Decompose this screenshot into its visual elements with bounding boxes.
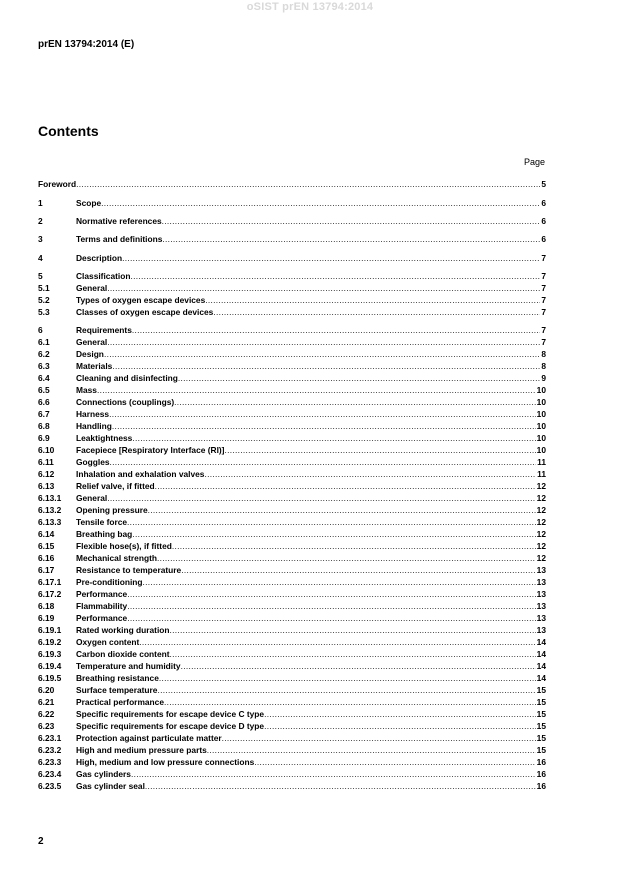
toc-entry-number: 6.18 [38, 601, 55, 611]
toc-entry[interactable] [38, 732, 546, 744]
toc-entry[interactable] [38, 660, 546, 672]
toc-entry-page: 10 [536, 397, 546, 407]
toc-entry-number: 6.13 [38, 481, 55, 491]
toc-entry-page: 12 [536, 541, 546, 551]
toc-entry-number: 5.1 [38, 283, 50, 293]
toc-entry[interactable] [38, 528, 546, 540]
toc-entry-number: 2 [38, 216, 43, 226]
toc-entry[interactable] [38, 336, 546, 348]
toc-entry[interactable] [38, 348, 546, 360]
toc-entry-page: 10 [536, 433, 546, 443]
toc-entry-page: 7 [541, 271, 546, 281]
toc-entry[interactable] [38, 636, 546, 648]
toc-entry[interactable] [38, 480, 546, 492]
toc-entry-page: 7 [541, 253, 546, 263]
toc-dot-leader [170, 648, 536, 660]
toc-entry-number: 6.2 [38, 349, 50, 359]
toc-entry-title: General [76, 283, 108, 293]
toc-entry-title: Harness [76, 409, 110, 419]
toc-dot-leader [101, 197, 540, 209]
toc-entry-page: 7 [541, 295, 546, 305]
toc-entry-page: 14 [536, 661, 546, 671]
toc-entry-page: 14 [536, 649, 546, 659]
toc-entry-page: 13 [536, 625, 546, 635]
toc-dot-leader [207, 744, 536, 756]
toc-entry-number: 6.8 [38, 421, 50, 431]
toc-dot-leader [162, 233, 540, 245]
toc-entry-title: Normative references [76, 216, 162, 226]
toc-entry-number: 6.14 [38, 529, 55, 539]
toc-entry[interactable] [38, 504, 546, 516]
toc-entry[interactable] [38, 708, 546, 720]
toc-entry-title: Flexible hose(s), if fitted [76, 541, 172, 551]
toc-entry-page: 12 [536, 493, 546, 503]
toc-entry-number: 6.11 [38, 457, 54, 467]
toc-entry[interactable] [38, 420, 546, 432]
toc-entry[interactable] [38, 233, 546, 245]
toc-entry-page: 7 [541, 283, 546, 293]
toc-dot-leader [97, 384, 536, 396]
watermark: oSIST prEN 13794:2014 [246, 1, 374, 13]
toc-entry-title: Practical performance [76, 697, 164, 707]
toc-dot-leader [127, 588, 535, 600]
toc-entry-title: High, medium and low pressure connections [76, 757, 255, 767]
toc-entry-number: 4 [38, 253, 43, 263]
toc-dot-leader [181, 660, 536, 672]
toc-entry-number: 6.17 [38, 565, 55, 575]
toc-entry-title: Pre-conditioning [76, 577, 143, 587]
toc-entry[interactable] [38, 684, 546, 696]
toc-entry-title: Requirements [76, 325, 132, 335]
toc-entry-page: 15 [536, 745, 546, 755]
toc-entry-title: Inhalation and exhalation valves [76, 469, 205, 479]
toc-dot-leader [112, 360, 540, 372]
toc-dot-leader [131, 768, 536, 780]
toc-entry[interactable] [38, 178, 546, 190]
toc-entry-number: 6.5 [38, 385, 50, 395]
toc-entry[interactable] [38, 780, 546, 792]
toc-entry-title: Mass [76, 385, 97, 395]
toc-entry[interactable] [38, 696, 546, 708]
toc-dot-leader [181, 564, 535, 576]
toc-entry-page: 5 [541, 179, 546, 189]
toc-entry[interactable] [38, 468, 546, 480]
contents-heading: Contents [38, 123, 99, 139]
toc-entry-number: 6.23.1 [38, 733, 62, 743]
toc-entry-title: Oxygen content [76, 637, 140, 647]
toc-entry-title: Resistance to temperature [76, 565, 182, 575]
toc-entry[interactable] [38, 576, 546, 588]
toc-entry-number: 5 [38, 271, 43, 281]
toc-entry-page: 6 [541, 198, 546, 208]
toc-entry-page: 15 [536, 709, 546, 719]
toc-entry-number: 6.23.3 [38, 757, 62, 767]
toc-dot-leader [104, 348, 540, 360]
toc-entry-title: Gas cylinders [76, 769, 131, 779]
toc-entry-page: 7 [541, 337, 546, 347]
toc-entry-number: 6.15 [38, 541, 55, 551]
toc-entry-title: Handling [76, 421, 112, 431]
toc-entry-title: Materials [76, 361, 113, 371]
toc-entry-number: 6.16 [38, 553, 55, 563]
toc-entry-number: 6.4 [38, 373, 50, 383]
toc-dot-leader [157, 552, 536, 564]
toc-entry-page: 11 [537, 469, 546, 479]
toc-dot-leader [172, 540, 536, 552]
toc-entry[interactable] [38, 372, 546, 384]
toc-entry[interactable] [38, 756, 546, 768]
toc-entry-title: Specific requirements for escape device D type [76, 721, 265, 731]
toc-entry[interactable] [38, 408, 546, 420]
toc-entry[interactable] [38, 672, 546, 684]
toc-entry-page: 13 [536, 613, 546, 623]
toc-dot-leader [148, 504, 536, 516]
toc-entry[interactable] [38, 360, 546, 372]
toc-entry-page: 8 [541, 349, 546, 359]
toc-entry-number: 6.7 [38, 409, 50, 419]
toc-dot-leader [107, 336, 540, 348]
toc-dot-leader [110, 456, 537, 468]
toc-entry-title: Classes of oxygen escape devices [76, 307, 214, 317]
toc-entry-number: 6 [38, 325, 43, 335]
toc-entry-title: Types of oxygen escape devices [76, 295, 206, 305]
toc-entry-title: Carbon dioxide content [76, 649, 170, 659]
toc-entry-title: Design [76, 349, 104, 359]
toc-entry[interactable] [38, 294, 546, 306]
toc-entry-title: Protection against particulate matter [76, 733, 222, 743]
toc-entry-title: Gas cylinder seal [76, 781, 145, 791]
toc-entry[interactable] [38, 564, 546, 576]
toc-entry-page: 10 [536, 409, 546, 419]
toc-entry-title: Opening pressure [76, 505, 148, 515]
toc-entry-page: 10 [536, 445, 546, 455]
toc-dot-leader [122, 252, 540, 264]
toc-entry-page: 6 [541, 234, 546, 244]
toc-entry-title: Facepiece [Respiratory Interface (RI)] [76, 445, 225, 455]
toc-entry-page: 15 [536, 697, 546, 707]
toc-entry-page: 13 [536, 577, 546, 587]
toc-entry-title: Performance [76, 613, 128, 623]
toc-entry[interactable] [38, 384, 546, 396]
toc-entry-page: 16 [536, 757, 546, 767]
toc-entry[interactable] [38, 516, 546, 528]
toc-entry-page: 15 [536, 721, 546, 731]
toc-entry-title: Breathing resistance [76, 673, 159, 683]
toc-dot-leader [222, 732, 536, 744]
toc-dot-leader [213, 306, 540, 318]
toc-entry[interactable] [38, 612, 546, 624]
toc-entry[interactable] [38, 197, 546, 209]
document-id: prEN 13794:2014 (E) [38, 39, 135, 50]
toc-entry-page: 7 [541, 307, 546, 317]
toc-dot-leader [132, 528, 535, 540]
toc-entry-title: General [76, 337, 108, 347]
toc-entry[interactable] [38, 324, 546, 336]
toc-entry-number: 6.19 [38, 613, 55, 623]
toc-entry-number: 6.23.2 [38, 745, 62, 755]
page-number: 2 [38, 836, 44, 847]
toc-dot-leader [159, 672, 536, 684]
toc-dot-leader [170, 624, 536, 636]
toc-dot-leader [127, 612, 535, 624]
toc-entry[interactable] [38, 492, 546, 504]
toc-entry-title: Description [76, 253, 123, 263]
toc-entry-number: 6.17.2 [38, 589, 62, 599]
toc-dot-leader [127, 600, 535, 612]
toc-entry-number: 6.23 [38, 721, 55, 731]
toc-entry-number: 6.19.5 [38, 673, 62, 683]
toc-entry-number: 6.17.1 [38, 577, 62, 587]
toc-dot-leader [112, 420, 536, 432]
toc-entry-number: 6.13.3 [38, 517, 62, 527]
toc-entry-title: Tensile force [76, 517, 128, 527]
toc-entry[interactable] [38, 588, 546, 600]
toc-entry-number: 5.3 [38, 307, 50, 317]
toc-entry-title: General [76, 493, 108, 503]
toc-entry-title: Goggles [76, 457, 110, 467]
toc-entry-title: High and medium pressure parts [76, 745, 207, 755]
toc-entry-title: Foreword [38, 179, 77, 189]
toc-entry[interactable] [38, 456, 546, 468]
toc-entry-page: 6 [541, 216, 546, 226]
toc-dot-leader [109, 408, 536, 420]
toc-dot-leader [164, 696, 536, 708]
toc-entry-title: Connections (couplings) [76, 397, 175, 407]
toc-entry[interactable] [38, 648, 546, 660]
toc-entry-page: 12 [536, 481, 546, 491]
toc-entry-title: Specific requirements for escape device C type [76, 709, 265, 719]
toc-entry-title: Relief valve, if fitted [76, 481, 155, 491]
toc-dot-leader [132, 432, 535, 444]
toc-entry-number: 6.20 [38, 685, 55, 695]
toc-entry-page: 16 [536, 781, 546, 791]
toc-entry-page: 8 [541, 361, 546, 371]
toc-entry-number: 6.13.2 [38, 505, 62, 515]
toc-entry[interactable] [38, 215, 546, 227]
toc-entry[interactable] [38, 432, 546, 444]
toc-dot-leader [205, 294, 540, 306]
toc-entry-title: Performance [76, 589, 128, 599]
toc-entry[interactable] [38, 396, 546, 408]
toc-entry-page: 7 [541, 325, 546, 335]
toc-entry-title: Classification [76, 271, 131, 281]
toc-dot-leader [162, 215, 541, 227]
toc-dot-leader [145, 780, 536, 792]
toc-dot-leader [143, 576, 536, 588]
toc-entry[interactable] [38, 600, 546, 612]
toc-entry[interactable] [38, 552, 546, 564]
toc-entry-page: 15 [536, 733, 546, 743]
toc-dot-leader [132, 324, 540, 336]
toc-entry-page: 16 [536, 769, 546, 779]
toc-entry-page: 12 [536, 529, 546, 539]
toc-entry-number: 6.19.1 [38, 625, 62, 635]
toc-dot-leader [174, 396, 536, 408]
toc-dot-leader [157, 684, 535, 696]
toc-entry-page: 14 [536, 673, 546, 683]
toc-entry-number: 1 [38, 198, 43, 208]
toc-entry-number: 6.10 [38, 445, 55, 455]
toc-entry-title: Rated working duration [76, 625, 170, 635]
toc-entry-number: 6.19.4 [38, 661, 62, 671]
toc-entry-page: 12 [536, 517, 546, 527]
toc-dot-leader [264, 708, 536, 720]
toc-dot-leader [204, 468, 536, 480]
toc-entry-page: 12 [536, 505, 546, 515]
toc-entry-number: 3 [38, 234, 43, 244]
toc-entry-page: 9 [541, 373, 546, 383]
toc-entry[interactable] [38, 624, 546, 636]
toc-entry-title: Mechanical strength [76, 553, 157, 563]
toc-entry-page: 11 [537, 457, 546, 467]
toc-dot-leader [254, 756, 535, 768]
toc-entry-page: 10 [536, 385, 546, 395]
toc-entry-number: 6.22 [38, 709, 55, 719]
toc-entry-page: 14 [536, 637, 546, 647]
toc-dot-leader [155, 480, 536, 492]
toc-dot-leader [107, 492, 535, 504]
toc-entry[interactable] [38, 720, 546, 732]
toc-entry-number: 6.6 [38, 397, 50, 407]
toc-entry[interactable] [38, 270, 546, 282]
toc-entry-number: 6.21 [38, 697, 55, 707]
toc-entry[interactable] [38, 444, 546, 456]
toc-entry-title: Cleaning and disinfecting [76, 373, 178, 383]
toc-entry-number: 6.19.3 [38, 649, 62, 659]
toc-entry-title: Flammability [76, 601, 128, 611]
toc-entry-number: 6.23.5 [38, 781, 62, 791]
toc-dot-leader [130, 270, 540, 282]
toc-entry-number: 6.13.1 [38, 493, 62, 503]
toc-dot-leader [178, 372, 540, 384]
toc-entry-number: 6.23.4 [38, 769, 62, 779]
toc-entry-title: Terms and definitions [76, 234, 163, 244]
toc-entry-title: Breathing bag [76, 529, 133, 539]
toc-entry-page: 13 [536, 601, 546, 611]
toc-entry[interactable] [38, 540, 546, 552]
toc-entry[interactable] [38, 306, 546, 318]
toc-entry-number: 6.19.2 [38, 637, 62, 647]
toc-entry-title: Leaktightness [76, 433, 133, 443]
toc-dot-leader [127, 516, 536, 528]
toc-entry-number: 6.3 [38, 361, 50, 371]
toc-dot-leader [107, 282, 540, 294]
toc-entry[interactable] [38, 282, 546, 294]
toc-entry[interactable] [38, 744, 546, 756]
toc-entry-number: 6.1 [38, 337, 50, 347]
page-column-label: Page [523, 157, 545, 167]
toc-dot-leader [139, 636, 535, 648]
toc-entry-page: 10 [536, 421, 546, 431]
toc-entry-number: 5.2 [38, 295, 50, 305]
toc-entry-title: Scope [76, 198, 102, 208]
toc-dot-leader [264, 720, 536, 732]
toc-entry-page: 13 [536, 589, 546, 599]
toc-entry-page: 12 [536, 553, 546, 563]
toc-entry-title: Temperature and humidity [76, 661, 181, 671]
toc-entry-number: 6.9 [38, 433, 50, 443]
toc-entry-number: 6.12 [38, 469, 55, 479]
toc-entry[interactable] [38, 252, 546, 264]
toc-entry-title: Surface temperature [76, 685, 158, 695]
toc-entry-page: 15 [536, 685, 546, 695]
toc-entry[interactable] [38, 768, 546, 780]
toc-dot-leader [224, 444, 535, 456]
toc-dot-leader [76, 178, 540, 190]
toc-entry-page: 13 [536, 565, 546, 575]
